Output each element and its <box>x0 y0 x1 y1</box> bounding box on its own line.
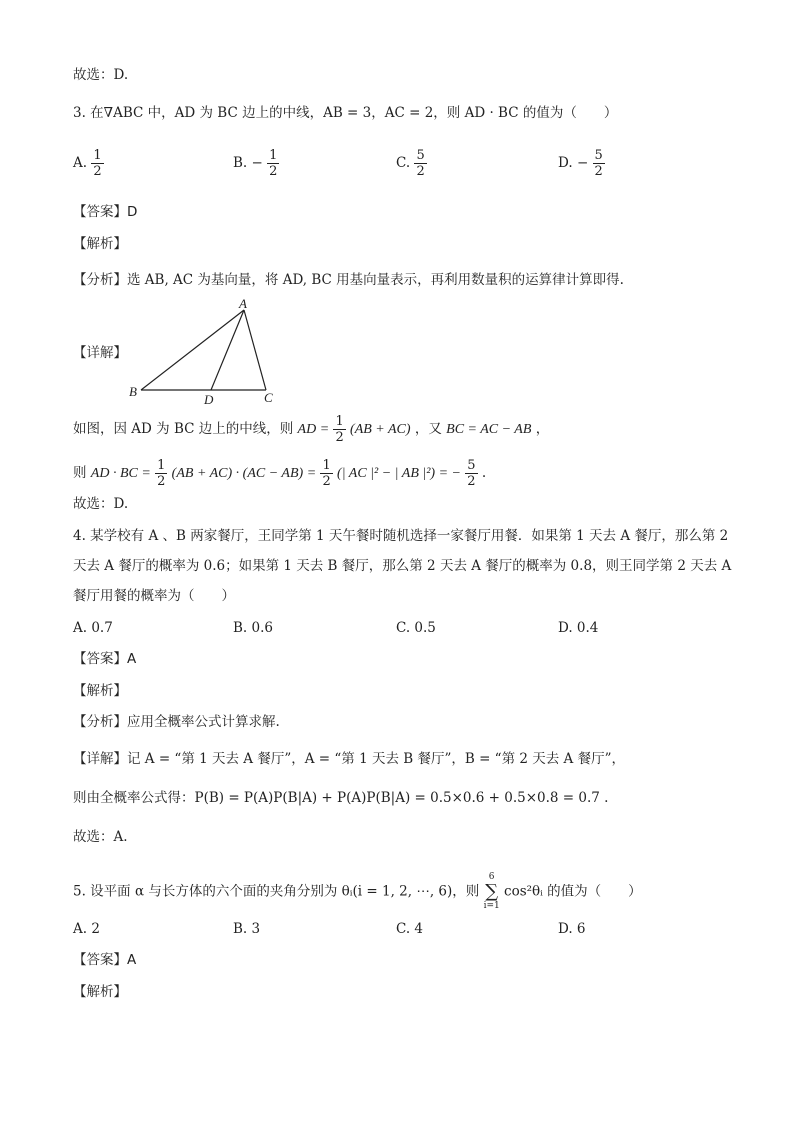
vertex-label-a: A <box>239 296 247 311</box>
q4-conclusion: 故选：A. <box>73 829 128 845</box>
question-4-stem-line-2: 天去 A 餐厅的概率为 0.6；如果第 1 天去 B 餐厅，那么第 2 天去 A 餐厅的概率为 0.8，则王同学第 2 天去 A <box>73 558 732 574</box>
q3-option-c: C. $\frac{5}{2}$ <box>396 148 425 179</box>
q4-formula: 则由全概率公式得：P(B) = P(A)P(B|A) + P(A)P(B|A) = 0.5×0.6 + 0.5×0.8 = 0.7 . <box>73 790 609 806</box>
q4-option-b: B. 0.6 <box>233 620 273 636</box>
q3-conclusion: 故选：D. <box>73 496 129 512</box>
q4-analysis-summary: 【分析】应用全概率公式计算求解. <box>73 714 280 730</box>
q5-option-b: B. 3 <box>233 921 261 937</box>
q3-option-d: D. − $\frac{5}{2}$ <box>558 148 603 179</box>
q3-option-b: B. − $\frac{1}{2}$ <box>233 148 278 179</box>
q5-answer: 【答案】A <box>73 952 137 968</box>
answer-choice-line: 故选：D. <box>73 67 129 83</box>
q3-detail-line-1: 如图，因 AD 为 BC 边上的中线，则 AD = $\frac{1}{2}$ (AB + AC) ，又 BC = AC − AB ， <box>73 414 550 445</box>
q3-option-c-fraction: $\frac{5}{2}$ <box>416 148 425 179</box>
half-fraction: $\frac{1}{2}$ <box>322 458 331 489</box>
q3-option-a-fraction: $\frac{1}{2}$ <box>93 148 102 179</box>
q5-option-a: A. 2 <box>73 921 100 937</box>
q4-detail: 【详解】记 A = “第 1 天去 A 餐厅”，A = “第 1 天去 B 餐厅”，B = “第 2 天去 A 餐厅”， <box>73 751 625 767</box>
question-3-stem: 3. 在∇ABC 中，AD 为 BC 边上的中线，AB = 3，AC = 2，则 AD · BC 的值为（ ） <box>73 105 618 121</box>
q3-option-d-fraction: $\frac{5}{2}$ <box>594 148 603 179</box>
q4-option-d: D. 0.4 <box>558 620 599 636</box>
summation: 6 ∑ i=1 <box>483 872 500 911</box>
q5-option-c: C. 4 <box>396 921 424 937</box>
half-fraction: $\frac{1}{2}$ <box>157 458 166 489</box>
q5-option-d: D. 6 <box>558 921 586 937</box>
half-fraction: $\frac{1}{2}$ <box>335 414 344 445</box>
q3-analysis-heading: 【解析】 <box>73 236 127 252</box>
q4-analysis-heading: 【解析】 <box>73 683 127 699</box>
q3-analysis-summary: 【分析】选 AB, AC 为基向量，将 AD, BC 用基向量表示，再利用数量积的运算律计算即得. <box>73 272 624 288</box>
median-ad <box>211 310 244 390</box>
question-5-stem: 5. 设平面 α 与长方体的六个面的夹角分别为 θᵢ(i = 1, 2, ⋯, 6)，则 6 ∑ i=1 cos²θᵢ 的值为（ ） <box>73 872 642 911</box>
vertex-label-b: B <box>129 384 137 399</box>
question-4-stem-line-3: 餐厅用餐的概率为（ ） <box>73 588 235 604</box>
vertex-label-c: C <box>264 390 273 405</box>
side-ab <box>141 310 244 390</box>
side-ac <box>244 310 266 390</box>
q3-option-a: A. $\frac{1}{2}$ <box>73 148 102 179</box>
question-4-stem-line-1: 4. 某学校有 A 、B 两家餐厅，王同学第 1 天午餐时随机选择一家餐厅用餐．如果第 1 天去 A 餐厅，那么第 2 <box>73 528 729 544</box>
q5-analysis-heading: 【解析】 <box>73 984 127 1000</box>
q4-answer: 【答案】A <box>73 651 137 667</box>
q3-detail-heading: 【详解】 <box>73 345 127 361</box>
five-halves-fraction: $\frac{5}{2}$ <box>467 458 476 489</box>
q4-option-a: A. 0.7 <box>73 620 113 636</box>
q3-detail-line-2: 则 AD · BC = $\frac{1}{2}$ (AB + AC) · (AC − AB) = $\frac{1}{2}$ (| AC |² − | AB |²) = − $\frac{5}{2}$ . <box>73 458 487 489</box>
triangle-figure <box>126 296 286 406</box>
q4-option-c: C. 0.5 <box>396 620 436 636</box>
q3-answer: 【答案】D <box>73 204 138 220</box>
q3-option-b-fraction: $\frac{1}{2}$ <box>269 148 278 179</box>
point-label-d: D <box>204 392 214 406</box>
